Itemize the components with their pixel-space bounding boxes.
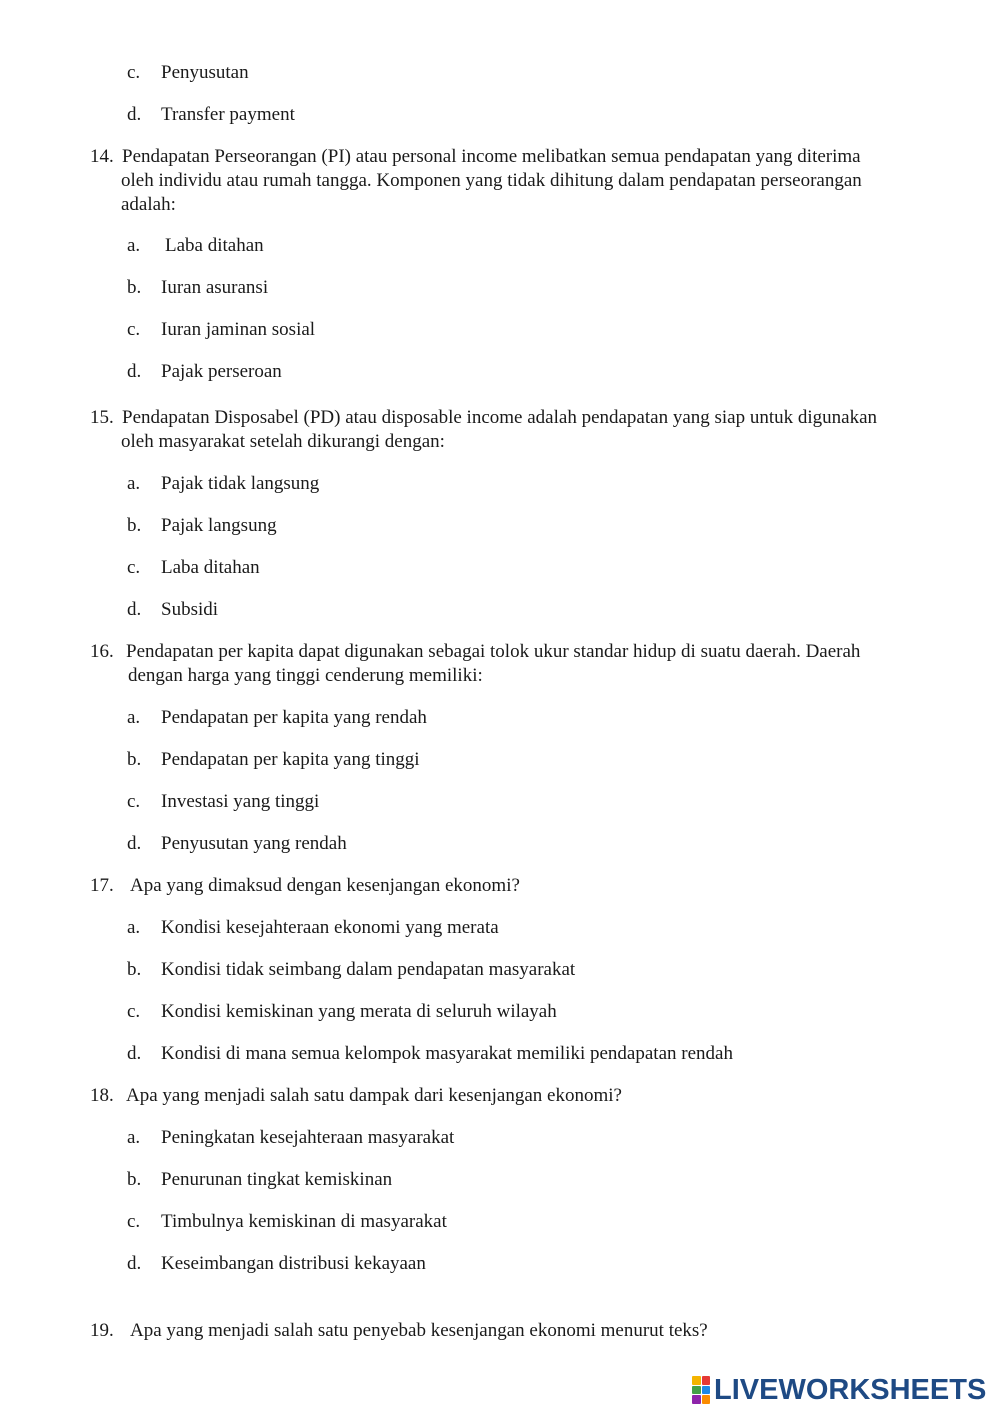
option-text: Laba ditahan	[161, 557, 260, 578]
option-letter: c.	[127, 791, 141, 812]
option-text: Subsidi	[161, 599, 219, 620]
option-18b[interactable]	[127, 1168, 392, 1192]
option-letter: b.	[127, 959, 142, 980]
option-16b[interactable]	[127, 748, 420, 772]
option-letter: d.	[127, 1253, 142, 1274]
option-14a[interactable]	[127, 234, 264, 258]
option-text: Investasi yang tinggi	[161, 791, 320, 812]
option-text: Laba ditahan	[165, 235, 264, 256]
liveworksheets-logo-icon	[692, 1376, 710, 1404]
option-15a[interactable]	[127, 472, 319, 496]
option-18d[interactable]	[127, 1252, 426, 1276]
question-17-text-line-1: Apa yang dimaksud dengan kesenjangan ekonomi?	[130, 875, 520, 896]
question-18-text-line-1: Apa yang menjadi salah satu dampak dari kesenjangan ekonomi?	[126, 1085, 622, 1106]
logo-icon-cell	[692, 1395, 701, 1404]
question-14-number: 14.	[90, 146, 114, 167]
question-16-number: 16.	[90, 641, 114, 662]
option-text: Transfer payment	[161, 104, 295, 125]
question-14-text-line-2: oleh individu atau rumah tangga. Komponen yang tidak dihitung dalam pendapatan perseorangan	[121, 170, 862, 191]
option-14c[interactable]	[127, 318, 315, 342]
logo-icon-cell	[692, 1386, 701, 1395]
option-letter: d.	[127, 599, 142, 620]
option-text: Kondisi kesejahteraan ekonomi yang merata	[161, 917, 499, 938]
option-16d[interactable]	[127, 832, 347, 856]
option-text: Keseimbangan distribusi kekayaan	[161, 1253, 426, 1274]
logo-icon-cell	[702, 1386, 711, 1395]
question-19-text-line-1: Apa yang menjadi salah satu penyebab kesenjangan ekonomi menurut teks?	[130, 1320, 708, 1341]
liveworksheets-logo[interactable]	[692, 1372, 986, 1408]
question-19-number: 19.	[90, 1320, 114, 1341]
question-14-text-line-3: adalah:	[121, 194, 176, 215]
question-15-number: 15.	[90, 407, 114, 428]
question-15-text-line-2: oleh masyarakat setelah dikurangi dengan:	[121, 431, 445, 452]
option-letter: c.	[127, 62, 141, 83]
option-text: Pajak langsung	[161, 515, 277, 536]
option-letter: a.	[127, 707, 141, 728]
option-letter: d.	[127, 833, 142, 854]
option-16c[interactable]	[127, 790, 319, 814]
question-16-text-line-1: Pendapatan per kapita dapat digunakan sebagai tolok ukur standar hidup di suatu daerah. Daerah	[126, 641, 861, 662]
option-letter: b.	[127, 749, 142, 770]
option-15c[interactable]	[127, 556, 260, 580]
option-letter: a.	[127, 473, 141, 494]
option-text: Kondisi kemiskinan yang merata di seluruh wilayah	[161, 1001, 557, 1022]
option-letter: b.	[127, 1169, 142, 1190]
option-17d[interactable]	[127, 1042, 733, 1066]
option-letter: c.	[127, 1001, 141, 1022]
logo-icon-cell	[702, 1395, 711, 1404]
logo-icon-cell	[702, 1376, 711, 1385]
option-14d[interactable]	[127, 360, 282, 384]
option-letter: d.	[127, 1043, 142, 1064]
option-15d[interactable]	[127, 598, 218, 622]
option-letter: b.	[127, 515, 142, 536]
option-letter: a.	[127, 917, 141, 938]
question-17-number: 17.	[90, 875, 114, 896]
option-15b[interactable]	[127, 514, 277, 538]
option-letter: c.	[127, 557, 141, 578]
option-text: Pendapatan per kapita yang tinggi	[161, 749, 420, 770]
option-18a[interactable]	[127, 1126, 454, 1150]
option-13d[interactable]	[127, 103, 295, 127]
option-text: Pajak tidak langsung	[161, 473, 320, 494]
option-13c[interactable]	[127, 61, 249, 85]
option-17a[interactable]	[127, 916, 499, 940]
question-16-text-line-2: dengan harga yang tinggi cenderung memiliki:	[128, 665, 483, 686]
question-18-number: 18.	[90, 1085, 114, 1106]
option-text: Penyusutan	[161, 62, 249, 83]
option-text: Pendapatan per kapita yang rendah	[161, 707, 427, 728]
option-text: Iuran asuransi	[161, 277, 269, 298]
option-text: Kondisi tidak seimbang dalam pendapatan masyarakat	[161, 959, 576, 980]
option-text: Timbulnya kemiskinan di masyarakat	[161, 1211, 447, 1232]
option-16a[interactable]	[127, 706, 427, 730]
question-15-text-line-1: Pendapatan Disposabel (PD) atau disposable income adalah pendapatan yang siap untuk digunakan	[122, 407, 878, 428]
option-text: Pajak perseroan	[161, 361, 282, 382]
option-text: Penyusutan yang rendah	[161, 833, 347, 854]
option-17b[interactable]	[127, 958, 575, 982]
option-letter: c.	[127, 1211, 141, 1232]
option-letter: d.	[127, 104, 142, 125]
option-letter: b.	[127, 277, 142, 298]
option-18c[interactable]	[127, 1210, 447, 1234]
option-text: Iuran jaminan sosial	[161, 319, 316, 340]
option-text: Peningkatan kesejahteraan masyarakat	[161, 1127, 455, 1148]
option-letter: c.	[127, 319, 141, 340]
option-letter: a.	[127, 1127, 141, 1148]
option-text: Penurunan tingkat kemiskinan	[161, 1169, 393, 1190]
logo-text: LIVEWORKSHEETS	[714, 1374, 987, 1406]
option-letter: a.	[127, 235, 141, 256]
option-text: Kondisi di mana semua kelompok masyarakat memiliki pendapatan rendah	[161, 1043, 733, 1064]
option-letter: d.	[127, 361, 142, 382]
question-14-text-line-1: Pendapatan Perseorangan (PI) atau personal income melibatkan semua pendapatan yang diterima	[122, 146, 861, 167]
option-14b[interactable]	[127, 276, 268, 300]
option-17c[interactable]	[127, 1000, 557, 1024]
logo-icon-cell	[692, 1376, 701, 1385]
